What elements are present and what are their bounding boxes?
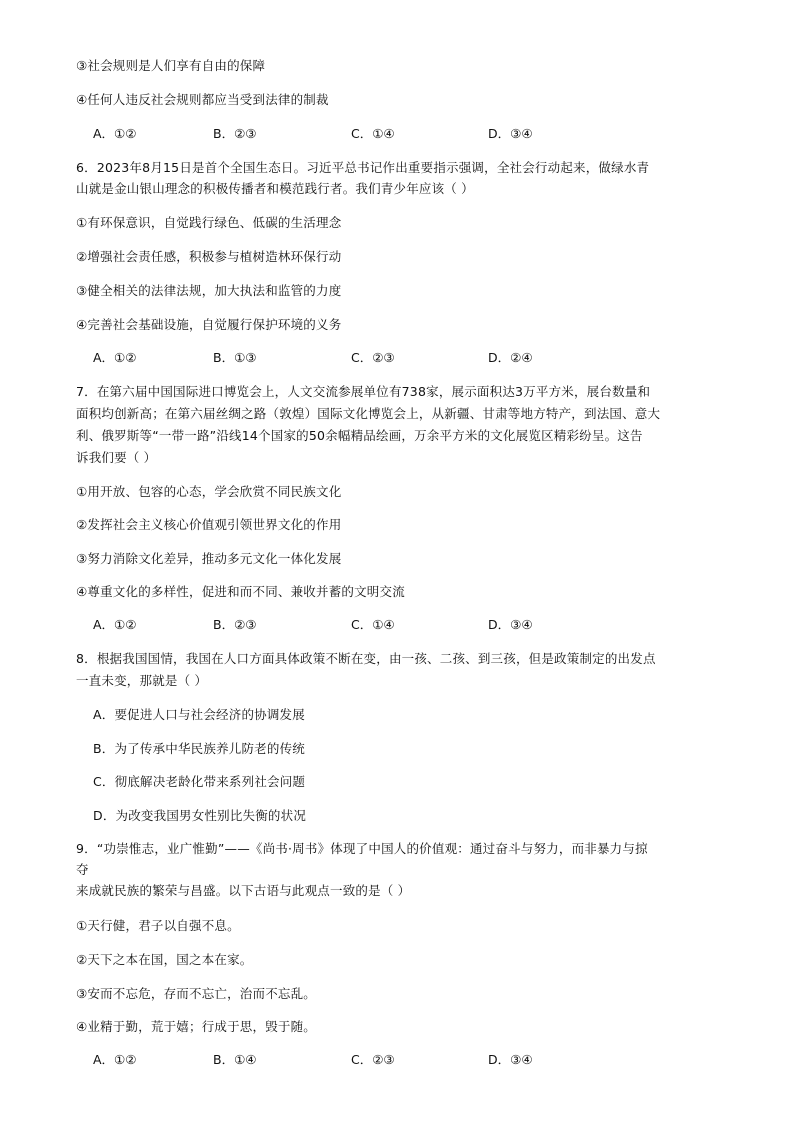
option-b[interactable]: B．①④ bbox=[213, 1052, 257, 1067]
option-a[interactable]: A．①② bbox=[93, 126, 137, 141]
question-6-stem: 6．2023年8月15日是首个全国生态日。习近平总书记作出重要指示强调，全社会行动起来，做绿水青 bbox=[76, 160, 650, 175]
answer-options bbox=[93, 617, 733, 633]
question-9-stem: 9．“功崇惟志，业广惟勤”——《尚书·周书》体现了中国人的价值观：通过奋斗与努力，而非暴力与掠 bbox=[76, 841, 648, 856]
statement-2: ②天下之本在国，国之本在家。 bbox=[76, 952, 253, 967]
answer-options bbox=[93, 1052, 733, 1068]
option-a[interactable]: A．①② bbox=[93, 617, 137, 632]
statement-1: ①天行健，君子以自强不息。 bbox=[76, 918, 240, 933]
answer-options bbox=[93, 350, 733, 366]
statement-2: ②发挥社会主义核心价值观引领世界文化的作用 bbox=[76, 517, 342, 532]
option-b[interactable]: B．②③ bbox=[213, 617, 257, 632]
statement-1: ①用开放、包容的心态，学会欣赏不同民族文化 bbox=[76, 484, 342, 499]
statement-4: ④完善社会基础设施，自觉履行保护环境的义务 bbox=[76, 317, 342, 332]
option-b[interactable]: B．②③ bbox=[213, 126, 257, 141]
statement-3: ③安而不忘危，存而不忘亡，治而不忘乱。 bbox=[76, 986, 317, 1001]
option-c[interactable]: C．②③ bbox=[351, 350, 395, 365]
statement-3: ③努力消除文化差异，推动多元文化一体化发展 bbox=[76, 551, 342, 566]
option-a[interactable]: A．①② bbox=[93, 1052, 137, 1067]
question-8-stem: 8．根据我国国情，我国在人口方面具体政策不断在变，由一孩、二孩、到三孩，但是政策制定的出发点 bbox=[76, 651, 656, 666]
option-b[interactable]: B．①③ bbox=[213, 350, 257, 365]
statement-4: ④任何人违反社会规则都应当受到法律的制裁 bbox=[76, 92, 329, 107]
question-7-stem-cont: 面积均创新高；在第六届丝绸之路（敦煌）国际文化博览会上，从新疆、甘肃等地方特产，到法国、意大 bbox=[76, 406, 661, 421]
statement-3: ③健全相关的法律法规，加大执法和监管的力度 bbox=[76, 283, 342, 298]
question-9-stem-cont: 来成就民族的繁荣与昌盛。以下古语与此观点一致的是（ ） bbox=[76, 883, 411, 898]
option-d[interactable]: D．③④ bbox=[488, 126, 533, 141]
statement-4: ④业精于勤，荒于嬉；行成于思，毁于随。 bbox=[76, 1019, 317, 1034]
option-c[interactable]: C．②③ bbox=[351, 1052, 395, 1067]
option-c[interactable]: C．①④ bbox=[351, 617, 395, 632]
option-a[interactable]: A．①② bbox=[93, 350, 137, 365]
option-d[interactable]: D．②④ bbox=[488, 350, 533, 365]
option-d[interactable]: D．③④ bbox=[488, 617, 533, 632]
option-b[interactable]: B．为了传承中华民族养儿防老的传统 bbox=[93, 741, 305, 756]
statement-1: ①有环保意识，自觉践行绿色、低碳的生活理念 bbox=[76, 215, 342, 230]
question-9-stem-cont: 夺 bbox=[76, 862, 89, 877]
question-7-stem: 7．在第六届中国国际进口博览会上，人文交流参展单位有738家，展示面积达3万平方米，展台数量和 bbox=[76, 384, 651, 399]
statement-2: ②增强社会责任感，积极参与植树造林环保行动 bbox=[76, 249, 342, 264]
question-7-stem-cont: 利、俄罗斯等“一带一路”沿线14个国家的50余幅精品绘画，万余平方米的文化展览区精彩纷呈。这告 bbox=[76, 428, 643, 443]
statement-4: ④尊重文化的多样性，促进和而不同、兼收并蓄的文明交流 bbox=[76, 584, 405, 599]
option-c[interactable]: C．①④ bbox=[351, 126, 395, 141]
option-d[interactable]: D．③④ bbox=[488, 1052, 533, 1067]
option-a[interactable]: A．要促进人口与社会经济的协调发展 bbox=[93, 707, 305, 722]
answer-options bbox=[93, 126, 733, 142]
question-8-stem-cont: 一直未变，那就是（ ） bbox=[76, 673, 208, 688]
option-c[interactable]: C．彻底解决老龄化带来系列社会问题 bbox=[93, 774, 306, 789]
option-d[interactable]: D．为改变我国男女性别比失衡的状况 bbox=[93, 808, 307, 823]
question-6-stem-cont: 山就是金山银山理念的积极传播者和模范践行者。我们青少年应该（ ） bbox=[76, 181, 474, 196]
question-7-stem-cont: 诉我们要（ ） bbox=[76, 450, 157, 465]
statement-3: ③社会规则是人们享有自由的保障 bbox=[76, 58, 266, 73]
